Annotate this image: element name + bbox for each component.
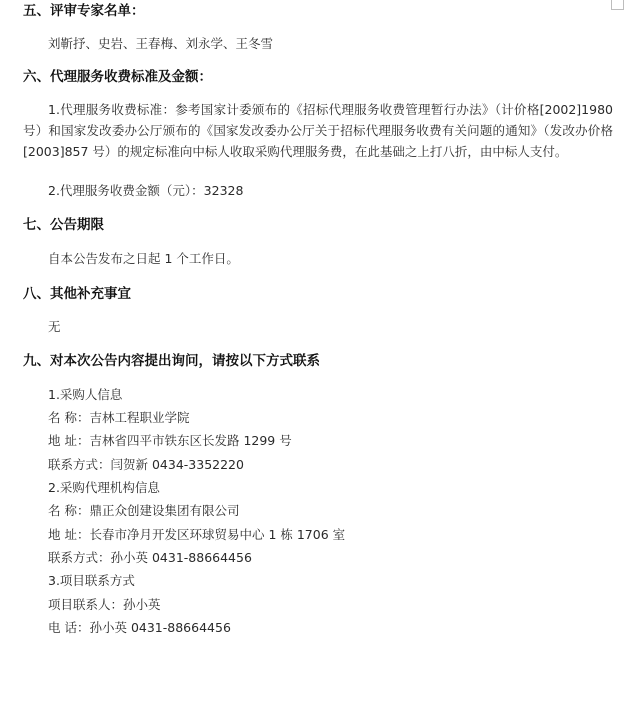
- other-matters: 无: [48, 319, 61, 334]
- project-contact-phone: 电 话：孙小英 0431-88664456: [48, 620, 231, 635]
- section-6-title: 六、代理服务收费标准及金额：: [23, 69, 212, 85]
- fee-amount: 2.代理服务收费金额（元）：32328: [48, 183, 244, 198]
- section-9-title: 九、对本次公告内容提出询问，请按以下方式联系: [23, 353, 320, 369]
- section-7-title: 七、公告期限: [23, 217, 104, 233]
- notice-period: 自本公告发布之日起 1 个工作日。: [48, 251, 239, 266]
- corner-marker: [611, 0, 624, 10]
- project-contact-person: 项目联系人：孙小英: [48, 597, 161, 612]
- section-5-title: 五、评审专家名单：: [23, 3, 145, 19]
- project-contact-header: 3.项目联系方式: [48, 573, 135, 588]
- section-8-title: 八、其他补充事宜: [23, 286, 131, 302]
- agency-header: 2.采购代理机构信息: [48, 480, 160, 495]
- agency-name: 名 称：鼎正众创建设集团有限公司: [48, 503, 240, 518]
- purchaser-contact: 联系方式：闫贺新 0434-3352220: [48, 457, 244, 472]
- purchaser-header: 1.采购人信息: [48, 387, 123, 402]
- agency-contact: 联系方式：孙小英 0431-88664456: [48, 550, 252, 565]
- agency-address: 地 址：长春市净月开发区环球贸易中心 1 栋 1706 室: [48, 527, 346, 542]
- expert-list: 刘靳抒、史岩、王春梅、刘永学、王冬雪: [48, 36, 274, 51]
- fee-standard-paragraph: 1.代理服务收费标准：参考国家计委颁布的《招标代理服务收费管理暂行办法》（计价格[2002]1980 号）和国家发改委办公厅颁布的《国家发改委办公厅关于招标代理服务收费有关问题的通知》（发改办价格[2003]857 号）的规定标准向中标人收取采购代理服务费，在此基础之上打八折，由中标人支付。: [23, 102, 613, 159]
- purchaser-name: 名 称：吉林工程职业学院: [48, 410, 190, 425]
- purchaser-address: 地 址：吉林省四平市铁东区长发路 1299 号: [48, 433, 292, 448]
